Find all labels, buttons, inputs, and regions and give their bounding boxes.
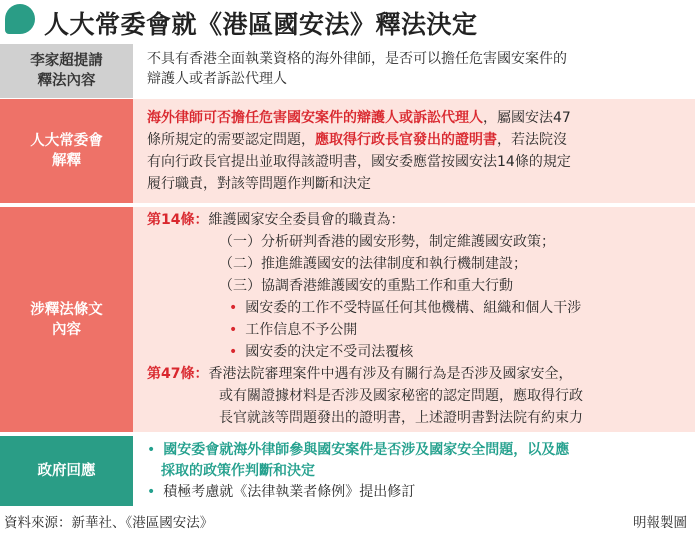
article-14-item: （一）分析研判香港的國安形勢，制定維護國安政策； (219, 234, 555, 250)
article-47-line: 長官就該等問題發出的證明書，上述證明書對法院有約束力 (219, 410, 583, 426)
interpretation-text: ，屬國安法47 (483, 110, 571, 126)
interpretation-highlight: 海外律師可否擔任危害國安案件的辯護人或訴訟代理人 (147, 110, 483, 126)
page-title: 人大常委會就《港區國安法》釋法決定 (44, 10, 478, 39)
article-14-item: （二）推進維護國安的法律制度和執行機制建設； (219, 256, 527, 272)
response-item-1-cont: 採取的政策作判斷和決定 (161, 463, 315, 479)
response-row (0, 436, 695, 506)
interpretation-line-2 (147, 130, 689, 150)
proposal-line: 不具有香港全面執業資格的海外律師，是否可以擔任危害國安案件的 (147, 51, 567, 67)
interpretation-label-line: 人大常委會 (30, 133, 103, 149)
proposal-label-line: 釋法內容 (37, 73, 96, 89)
article-47-heading (147, 364, 689, 384)
source-note: 資料來源：新華社、《港區國安法》 (4, 515, 214, 531)
article-14-text: 維護國家安全委員會的職責為： (208, 212, 405, 228)
articles-label-line: 內容 (52, 321, 81, 338)
article-47-text: 香港法院審理案件中遇有涉及有關行為是否涉及國家安全， (208, 366, 573, 382)
bullet-icon: • (229, 300, 238, 316)
bullet-icon: • (147, 442, 156, 458)
interpretation-text: 條所規定的需要認定問題， (147, 132, 315, 148)
proposal-row (0, 44, 695, 98)
interpretation-line-3: 有向行政長官提出並取得該證明書，國安委應當按國安法14條的規定 (147, 154, 571, 170)
interpretation-line-4: 履行職責，對該等問題作判斷和決定 (147, 176, 371, 192)
speech-bubble-icon (5, 4, 35, 34)
articles-label-line: 涉釋法條文 (30, 301, 103, 318)
credit: 明報製圖 (633, 515, 687, 531)
response-content (133, 436, 695, 506)
interpretation-line-1 (147, 108, 689, 128)
articles-content (133, 207, 695, 432)
article-47-label: 第47條： (147, 366, 209, 382)
bullet-icon: • (229, 322, 238, 338)
article-14-bullet: • 工作信息不予公開 (229, 322, 358, 338)
article-14-bullet: • 國安委的決定不受司法覆核 (229, 344, 414, 360)
response-label: 政府回應 (0, 436, 133, 506)
interpretation-row (0, 99, 695, 203)
proposal-content (133, 44, 695, 98)
article-47-line: 或有關證據材料是否涉及國家秘密的認定問題，應取得行政 (219, 388, 583, 404)
interpretation-content (133, 99, 695, 203)
bullet-icon: • (147, 484, 156, 500)
header (0, 0, 695, 44)
footer (0, 510, 695, 536)
article-14-heading (147, 210, 689, 230)
response-item-2: • 積極考慮就《法律執業者條例》提出修訂 (147, 484, 416, 500)
proposal-line: 辯護人或者訴訟代理人 (147, 71, 287, 87)
interpretation-label (0, 99, 133, 203)
article-14-label: 第14條： (147, 212, 209, 228)
proposal-label (0, 44, 133, 98)
article-14-bullet: • 國安委的工作不受特區任何其他機構、組織和個人干涉 (229, 300, 582, 316)
interpretation-text: ，若法院沒 (497, 132, 567, 148)
bullet-icon: • (229, 344, 238, 360)
interpretation-label-line: 解釋 (52, 153, 81, 169)
proposal-label-line: 李家超提請 (30, 53, 103, 69)
articles-label (0, 207, 133, 432)
interpretation-highlight: 應取得行政長官發出的證明書 (315, 132, 497, 148)
article-14-item: （三）協調香港維護國安的重點工作和重大行動 (219, 278, 513, 294)
response-item-1: • 國安委會就海外律師參與國安案件是否涉及國家安全問題，以及應 (147, 442, 570, 458)
articles-row (0, 207, 695, 432)
